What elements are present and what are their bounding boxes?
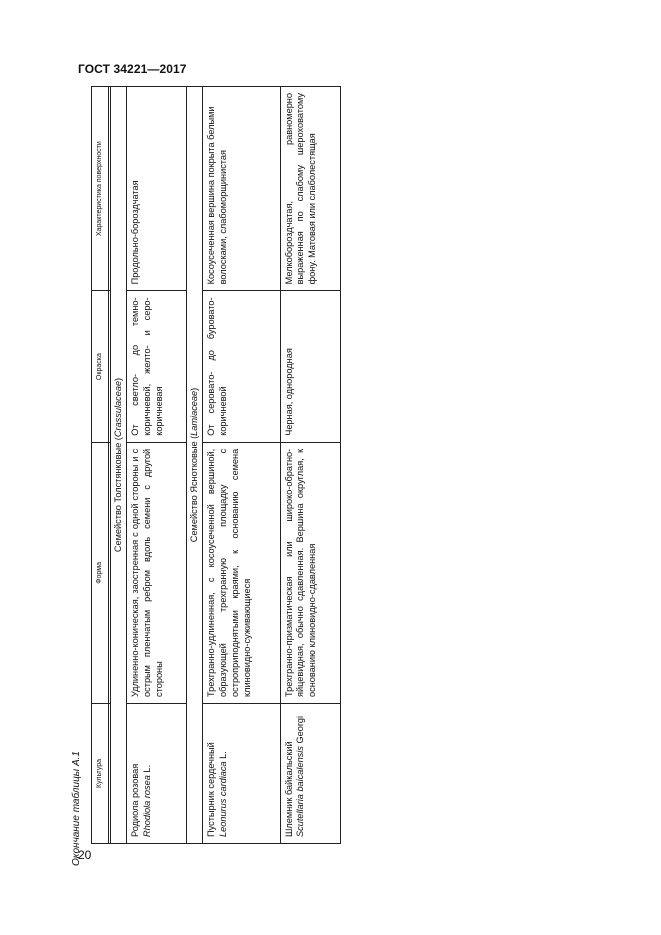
table-row xyxy=(127,87,187,844)
form-cell: Трехгранно-удлиненная, с косоусеченной вершиной, образующей трехгранную площадку с остроприподнятыми краями, к основанию семена клиновидно-суживающиеся xyxy=(203,442,280,703)
color-cell: От сероватo- до буровато-коричневой xyxy=(203,291,280,442)
color-cell: От светло- до темно-коричневой, желто- и серо-коричневая xyxy=(127,291,187,442)
section-row-lamiaceae xyxy=(187,87,203,844)
seed-characteristics-table xyxy=(91,86,341,844)
family-heading: Семейство Толстянковые (Crassulaceae) xyxy=(111,87,127,844)
section-row-crassulaceae xyxy=(111,87,127,844)
document-header: ГОСТ 34221—2017 xyxy=(78,62,187,76)
table-header-row xyxy=(92,87,109,844)
page-number: 20 xyxy=(78,848,92,862)
table-row xyxy=(280,87,340,844)
column-header-form: Форма xyxy=(92,442,109,703)
color-cell: Черная, однородная xyxy=(280,291,340,442)
rotated-table-block xyxy=(71,86,341,866)
family-heading: Семейство Яснотковые (Lamiaceae) xyxy=(187,87,203,844)
form-cell: Трехгранно-призматическая или широко-обратно-яйцевидная, обычно сдавленная. Вершина округлая, к основанию клиновидно-сдавленная xyxy=(280,442,340,703)
culture-cell: Пустырник сердечный Leonurus cardiaca L. xyxy=(203,703,280,843)
table-caption: Окончание таблицы А.1 xyxy=(71,751,82,866)
column-header-surface: Характеристика поверхности xyxy=(92,87,109,291)
surface-cell: Косоусеченная вершина покрыта белыми волосками, слабоморщинистая xyxy=(203,87,280,291)
surface-cell: Продольно-бороздчатая xyxy=(127,87,187,291)
column-header-culture: Культура xyxy=(92,703,109,843)
form-cell: Удлиненно-коническая, заостренная с одной стороны и с острым пленчатым ребром вдоль семени с другой стороны xyxy=(127,442,187,703)
culture-cell: Шлемник байкальский Scutellaria baicalensis Georgi xyxy=(280,703,340,843)
column-header-color: Окраска xyxy=(92,291,109,442)
surface-cell: Мелкобороздчатая, равномерно выраженная по слабому шероховатому фону. Матовая или слаболестящая xyxy=(280,87,340,291)
table-row xyxy=(203,87,280,844)
culture-cell: Родиола розовая Rhodiola rosea L. xyxy=(127,703,187,843)
